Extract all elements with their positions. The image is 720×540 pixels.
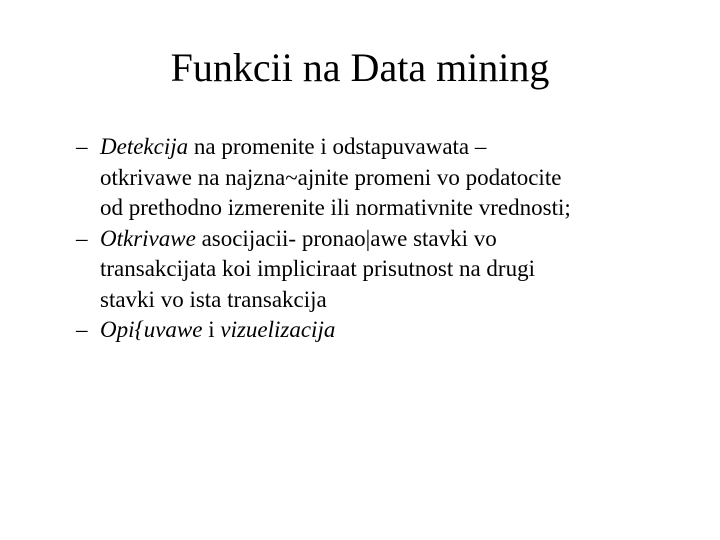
bullet-line	[100, 254, 706, 285]
bullet-text: transakcijata koi impliciraat prisutnost na drugi	[100, 256, 535, 281]
bullet-text: otkrivawe na najzna~ajnite promeni vo podatocite	[100, 164, 562, 190]
bullet-line	[100, 193, 706, 224]
bullet-text: stavki vo ista transakcija	[100, 286, 327, 312]
bullet-text: od prethodno izmerenite ili normativnite vrednosti;	[100, 195, 571, 220]
bullet-item	[76, 132, 706, 224]
bullet-dash: –	[76, 134, 88, 159]
bullet-line	[100, 224, 706, 255]
bullet-text-italic: Opi{uvawe	[100, 317, 203, 342]
bullet-line	[100, 132, 706, 163]
bullet-item	[76, 224, 706, 316]
bullet-line	[100, 163, 706, 194]
slide-title: Funkcii na Data mining	[170, 45, 550, 90]
bullet-line	[100, 315, 706, 346]
bullet-dash: –	[76, 225, 88, 251]
bullet-text: i	[202, 317, 221, 342]
bullet-text-italic: Otkrivawe	[100, 225, 196, 251]
bullet-text: asocijacii- pronao|awe stavki vo	[195, 225, 497, 251]
bullet-text-italic: Detekcija	[100, 134, 189, 159]
bullet-item	[76, 315, 706, 346]
bullet-dash: –	[76, 317, 88, 342]
bullet-list	[76, 132, 706, 346]
bullet-line	[100, 285, 706, 316]
bullet-text-italic: vizuelizacija	[220, 317, 336, 342]
bullet-text: na promenite i odstapuvawata –	[188, 134, 487, 159]
